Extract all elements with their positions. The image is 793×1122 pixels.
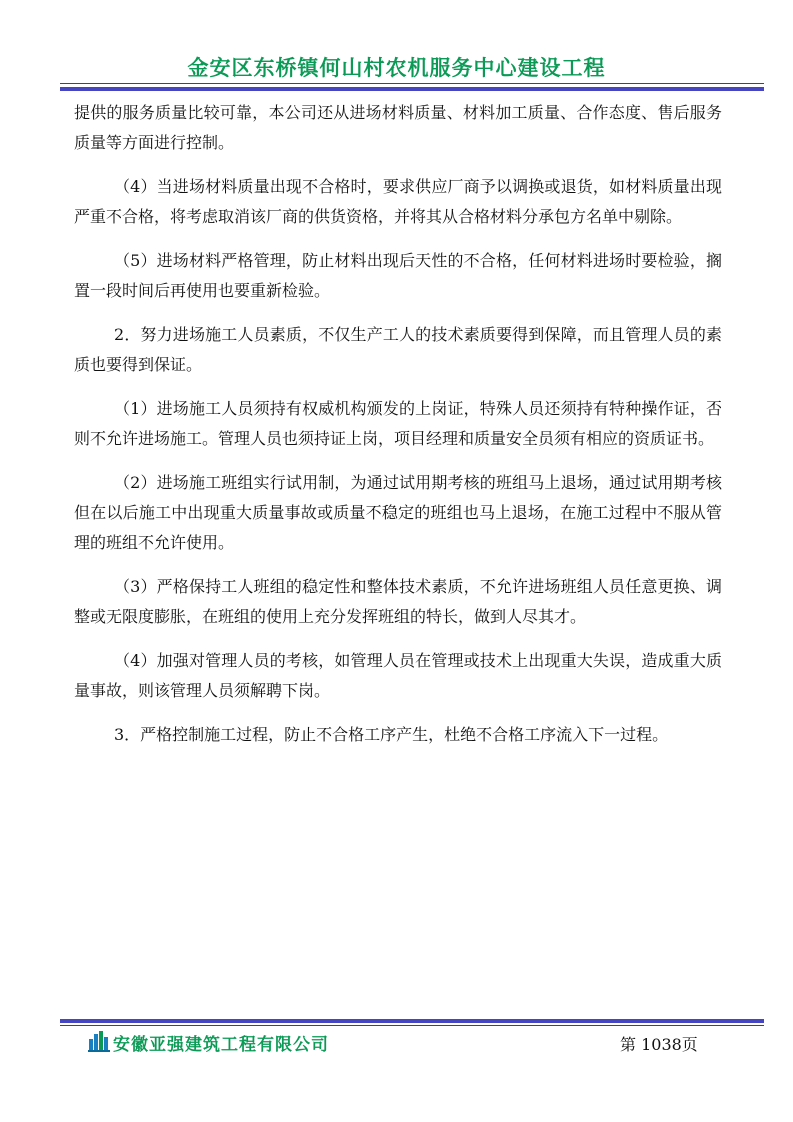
document-body: [74, 98, 722, 764]
paragraph: （2）进场施工班组实行试用制，为通过试用期考核的班组马上退场，通过试用期考核但在以后施工中出现重大质量事故或质量不稳定的班组也马上退场，在施工过程中不服从管理的班组不允许使用。: [74, 473, 722, 552]
building-logo-icon: [88, 1030, 110, 1052]
paragraph: （4）加强对管理人员的考核，如管理人员在管理或技术上出现重大失误，造成重大质量事故，则该管理人员须解聘下岗。: [74, 651, 722, 700]
footer-rule-thick: [60, 1019, 764, 1023]
paragraph: （1）进场施工人员须持有权威机构颁发的上岗证，特殊人员还须持有特种操作证，否则不允许进场施工。管理人员也须持证上岗，项目经理和质量安全员须有相应的资质证书。: [74, 399, 722, 448]
paragraph: 3．严格控制施工过程，防止不合格工序产生，杜绝不合格工序流入下一过程。: [114, 725, 669, 744]
footer-company-name: 安徽亚强建筑工程有限公司: [113, 1035, 329, 1055]
paragraph: （5）进场材料严格管理，防止材料出现后天性的不合格，任何材料进场时要检验，搁置一段时间后再使用也要重新检验。: [74, 251, 722, 300]
header-rule-thin: [60, 83, 764, 84]
paragraph: 2．努力进场施工人员素质，不仅生产工人的技术素质要得到保障，而且管理人员的素质也要得到保证。: [74, 325, 722, 374]
paragraph: （4）当进场材料质量出现不合格时，要求供应厂商予以调换或退货，如材料质量出现严重不合格，将考虑取消该厂商的供货资格，并将其从合格材料分承包方名单中剔除。: [74, 177, 722, 226]
paragraph: （3）严格保持工人班组的稳定性和整体技术素质，不允许进场班组人员任意更换、调整或无限度膨胀，在班组的使用上充分发挥班组的特长，做到人尽其才。: [74, 577, 722, 626]
page-number: 第 1038页: [620, 1035, 698, 1054]
paragraph: 提供的服务质量比较可靠，本公司还从进场材料质量、材料加工质量、合作态度、售后服务质量等方面进行控制。: [74, 103, 722, 152]
header-rule-thick: [60, 87, 764, 91]
document-header-title: 金安区东桥镇何山村农机服务中心建设工程: [187, 56, 606, 80]
footer-rule-thin: [60, 1025, 764, 1026]
